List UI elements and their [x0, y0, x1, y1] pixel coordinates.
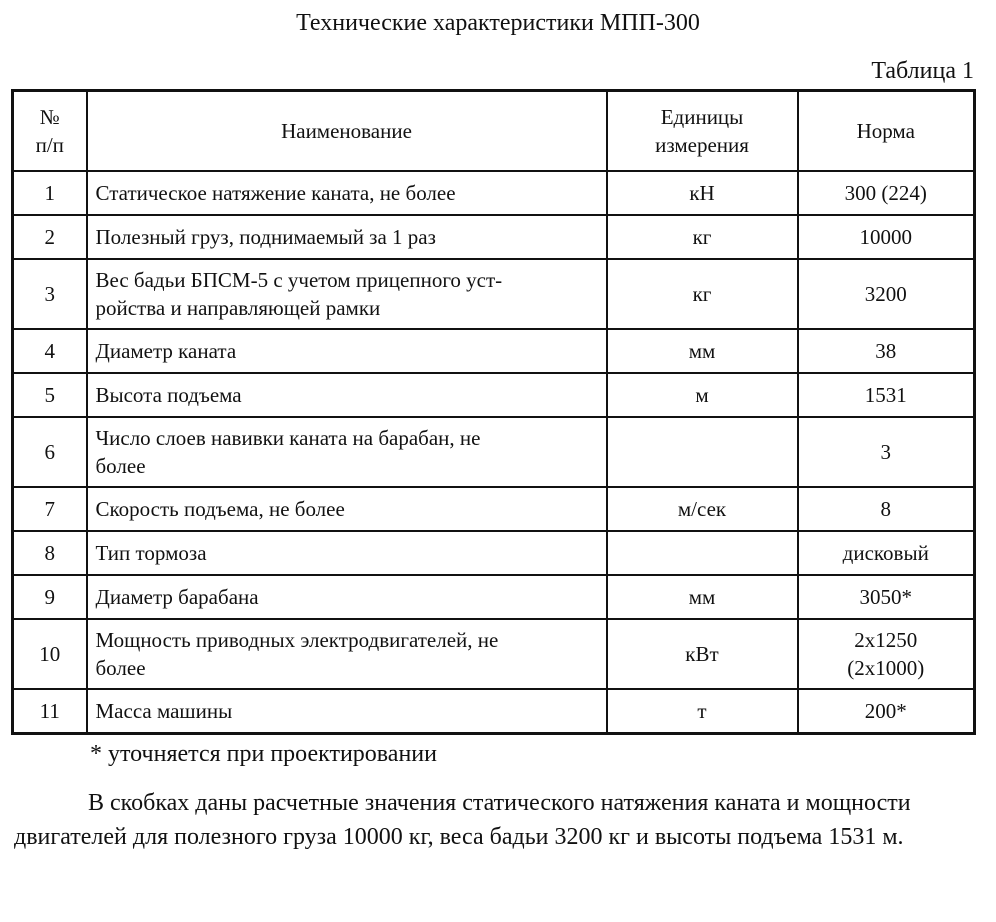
row-number: 1 [13, 171, 87, 215]
table-row [13, 531, 975, 575]
row-number: 3 [13, 259, 87, 329]
row-value: 38 [798, 329, 975, 373]
header-number-abbr: п/п [35, 133, 64, 157]
row-name [87, 259, 607, 329]
row-name: Масса машины [87, 689, 607, 734]
row-name-line1: Вес бадьи БПСМ-5 с учетом прицепного уст- [95, 268, 503, 292]
row-number: 2 [13, 215, 87, 259]
row-name: Тип тормоза [87, 531, 607, 575]
row-value: 3 [798, 417, 975, 487]
row-value: 300 (224) [798, 171, 975, 215]
row-name-line2: ройства и направляющей рамки [95, 296, 381, 320]
table-row [13, 373, 975, 417]
row-unit: кВт [607, 619, 798, 689]
row-value: 3200 [798, 259, 975, 329]
row-unit: м/сек [607, 487, 798, 531]
row-unit: кг [607, 215, 798, 259]
header-number-symbol: № [39, 105, 60, 129]
row-name: Диаметр каната [87, 329, 607, 373]
header-unit [607, 91, 798, 172]
row-name [87, 417, 607, 487]
row-number: 7 [13, 487, 87, 531]
row-unit: кН [607, 171, 798, 215]
row-unit: кг [607, 259, 798, 329]
header-name: Наименование [87, 91, 607, 172]
row-value: 3050* [798, 575, 975, 619]
row-value: дисковый [798, 531, 975, 575]
row-name-line1: Мощность приводных электродвигателей, не [95, 628, 499, 652]
row-number: 9 [13, 575, 87, 619]
row-unit [607, 531, 798, 575]
row-number: 6 [13, 417, 87, 487]
table-row [13, 487, 975, 531]
header-unit-line1: Единицы [660, 105, 744, 129]
row-value-line2: (2x1000) [847, 656, 925, 680]
row-value: 1531 [798, 373, 975, 417]
row-name: Диаметр барабана [87, 575, 607, 619]
table-row [13, 329, 975, 373]
row-name-line1: Число слоев навивки каната на барабан, не [95, 426, 481, 450]
row-value: 10000 [798, 215, 975, 259]
table-header-row [13, 91, 975, 172]
footnote: * уточняется при проектировании [90, 741, 437, 767]
row-unit: мм [607, 329, 798, 373]
header-value: Норма [798, 91, 975, 172]
table-row [13, 689, 975, 734]
row-value: 8 [798, 487, 975, 531]
row-name: Статическое натяжение каната, не более [87, 171, 607, 215]
row-unit [607, 417, 798, 487]
row-number: 10 [13, 619, 87, 689]
row-value: 200* [798, 689, 975, 734]
table-row [13, 259, 975, 329]
table-row [13, 215, 975, 259]
header-number [13, 91, 87, 172]
row-name: Полезный груз, поднимаемый за 1 раз [87, 215, 607, 259]
table-row [13, 171, 975, 215]
row-number: 11 [13, 689, 87, 734]
row-name-line2: более [95, 454, 146, 478]
table-row [13, 619, 975, 689]
table-row [13, 417, 975, 487]
row-name [87, 619, 607, 689]
header-unit-line2: измерения [655, 133, 749, 157]
row-value [798, 619, 975, 689]
row-number: 5 [13, 373, 87, 417]
row-name-line2: более [95, 656, 146, 680]
row-unit: м [607, 373, 798, 417]
row-value-line1: 2x1250 [854, 628, 918, 652]
page-title: Технические характеристики МПП-300 [296, 10, 700, 36]
note-paragraph: В скобках даны расчетные значения статического натяжения каната и мощности двигателей для полезного груза 10000 кг, веса бадьи 3200 кг и высоты подъема 1531 м. [14, 790, 911, 850]
row-number: 8 [13, 531, 87, 575]
specifications-table [11, 89, 976, 735]
row-name: Скорость подъема, не более [87, 487, 607, 531]
row-name: Высота подъема [87, 373, 607, 417]
table-row [13, 575, 975, 619]
row-number: 4 [13, 329, 87, 373]
row-unit: т [607, 689, 798, 734]
row-unit: мм [607, 575, 798, 619]
table-caption: Таблица 1 [871, 58, 974, 84]
